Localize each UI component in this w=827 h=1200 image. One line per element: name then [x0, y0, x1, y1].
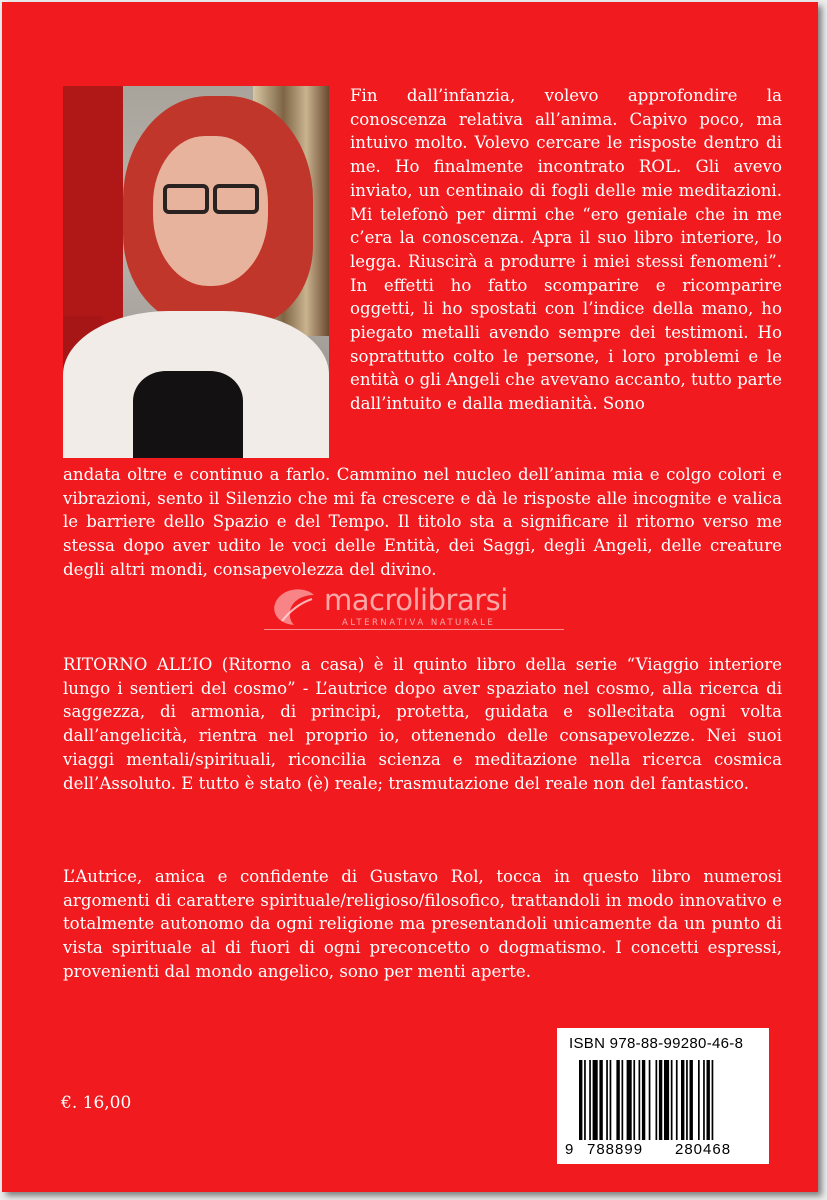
price-label: €. 16,00 — [61, 1093, 132, 1113]
isbn-barcode — [557, 1028, 769, 1164]
leaf-logo-icon — [264, 585, 320, 629]
author-photo — [63, 86, 329, 458]
watermark-name: macrolibrarsi — [324, 583, 508, 617]
barcode-digit-first: 9 — [565, 1141, 574, 1158]
macrolibrarsi-watermark — [264, 585, 564, 635]
intro-text-beside-photo: Fin dall’infanzia, volevo approfondire la conoscenza relativa all’anima. Capivo poco, ma intuivo molto. Volevo cercare le risposte dentro di me. Ho finalmente incontrato ROL. Gli avevo inviato, un centinaio di fogli delle mie meditazioni. Mi telefonò per dirmi che “ero geniale che in me c’era la conoscenza. Apra il suo libro interiore, lo legga. Riuscirà a produrre i miei stessi fenomeni”. In effetti ho fatto scomparire e ricomparire oggetti, li ho spostati con l’indice della mano, ho piegato metalli avendo sempre dei testimoni. Ho soprattutto colto le persone, i loro problemi e le entità o gli Angeli che avevano accanto, tutto parte dall’intuito e dalla medianità. Sono — [350, 86, 782, 414]
barcode-digits-left: 788899 — [587, 1141, 644, 1158]
barcode-digits-right: 280468 — [675, 1141, 732, 1158]
book-description: RITORNO ALL’IO (Ritorno a casa) è il quinto libro della serie “Viaggio interiore lungo i sentieri del cosmo” - L’autrice dopo aver spaziato nel cosmo, alla ricerca di saggezza, di armonia, di principi, protetta, guidata e sollecitata ogni volta dall’angelicità, rientra nel proprio io, ottenendo delle consapevolezze. Nei suoi viaggi mentali/spirituali, riconcilia scienza e meditazione nella ricerca cosmica dell’Assoluto. E tutto è stato (è) reale; trasmutazione del reale non del fantastico. — [63, 655, 782, 793]
barcode-bars — [579, 1060, 759, 1140]
book-back-cover — [2, 2, 818, 1192]
watermark-tagline: ALTERNATIVA NATURALE — [342, 618, 496, 628]
isbn-label: ISBN 978-88-99280-46-8 — [569, 1035, 744, 1052]
author-note: L’Autrice, amica e confidente di Gustavo Rol, tocca in questo libro numerosi argomenti di carattere spirituale/religioso/filosofico, trattandoli in modo innovativo e totalmente autonomo da ogni religione ma presentandoli unicamente da un punto di vista spirituale al di fuori di ogni preconcetto o dogmatismo. I concetti espressi, provenienti dal mondo angelico, sono per menti aperte. — [63, 867, 782, 981]
intro-text-continued: andata oltre e continuo a farlo. Cammino nel nucleo dell’anima mia e colgo colori e vibrazioni, sento il Silenzio che mi fa crescere e dà le risposte alle incognite e valica le barriere dello Spazio e del Tempo. Il titolo sta a significare il ritorno verso me stessa dopo aver udito le voci delle Entità, dei Saggi, degli Angeli, delle creature degli altri mondi, consapevolezza del divino. — [63, 465, 782, 579]
